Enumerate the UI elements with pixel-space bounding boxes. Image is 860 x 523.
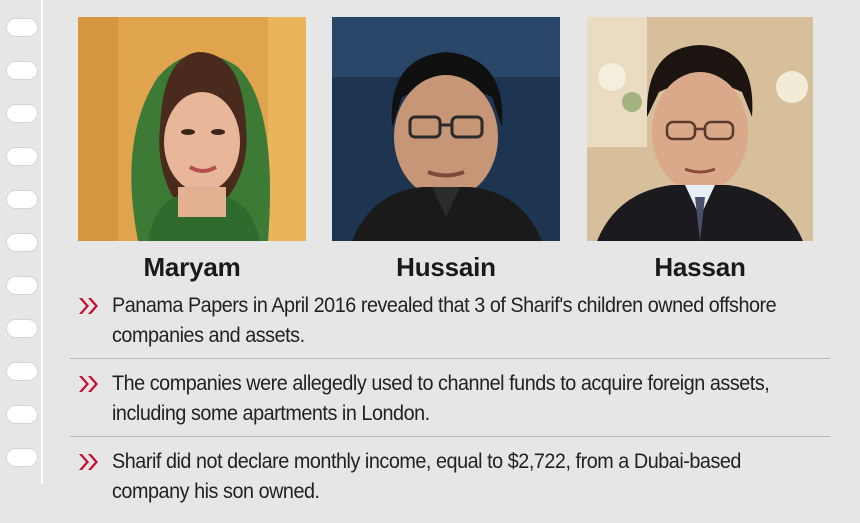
double-chevron-right-icon <box>78 296 100 316</box>
notebook-ring-icon <box>6 405 38 424</box>
double-chevron-right-icon <box>78 374 100 394</box>
bullet-list <box>70 290 830 523</box>
notebook-ring-icon <box>6 147 38 166</box>
notebook-ring-icon <box>6 362 38 381</box>
list-item <box>70 290 830 359</box>
notebook-ring-icon <box>6 319 38 338</box>
photo-hussain <box>332 17 560 241</box>
person-name-maryam: Maryam <box>143 252 241 282</box>
person-name-hassan: Hassan <box>654 252 746 282</box>
bullet-text: Sharif did not declare monthly income, equal to $2,722, from a Dubai-based company his son owned. <box>112 449 741 503</box>
notebook-ring-icon <box>6 233 38 252</box>
notebook-ring-icon <box>6 190 38 209</box>
photo-maryam <box>78 17 306 241</box>
list-item <box>70 368 830 437</box>
notebook-ring-icon <box>6 276 38 295</box>
photo-hassan <box>587 17 813 241</box>
margin-line <box>41 0 43 484</box>
person-name-hussain: Hussain <box>396 252 496 282</box>
notebook-ring-icon <box>6 61 38 80</box>
double-chevron-right-icon <box>78 452 100 472</box>
notebook-ring-icon <box>6 18 38 37</box>
notebook-ring-icon <box>6 448 38 467</box>
bullet-text: Panama Papers in April 2016 revealed that 3 of Sharif's children owned offshore companies and assets. <box>112 293 777 347</box>
list-item <box>70 446 830 514</box>
notebook-ring-icon <box>6 104 38 123</box>
bullet-text: The companies were allegedly used to channel funds to acquire foreign assets, including some apartments in London. <box>112 371 770 425</box>
